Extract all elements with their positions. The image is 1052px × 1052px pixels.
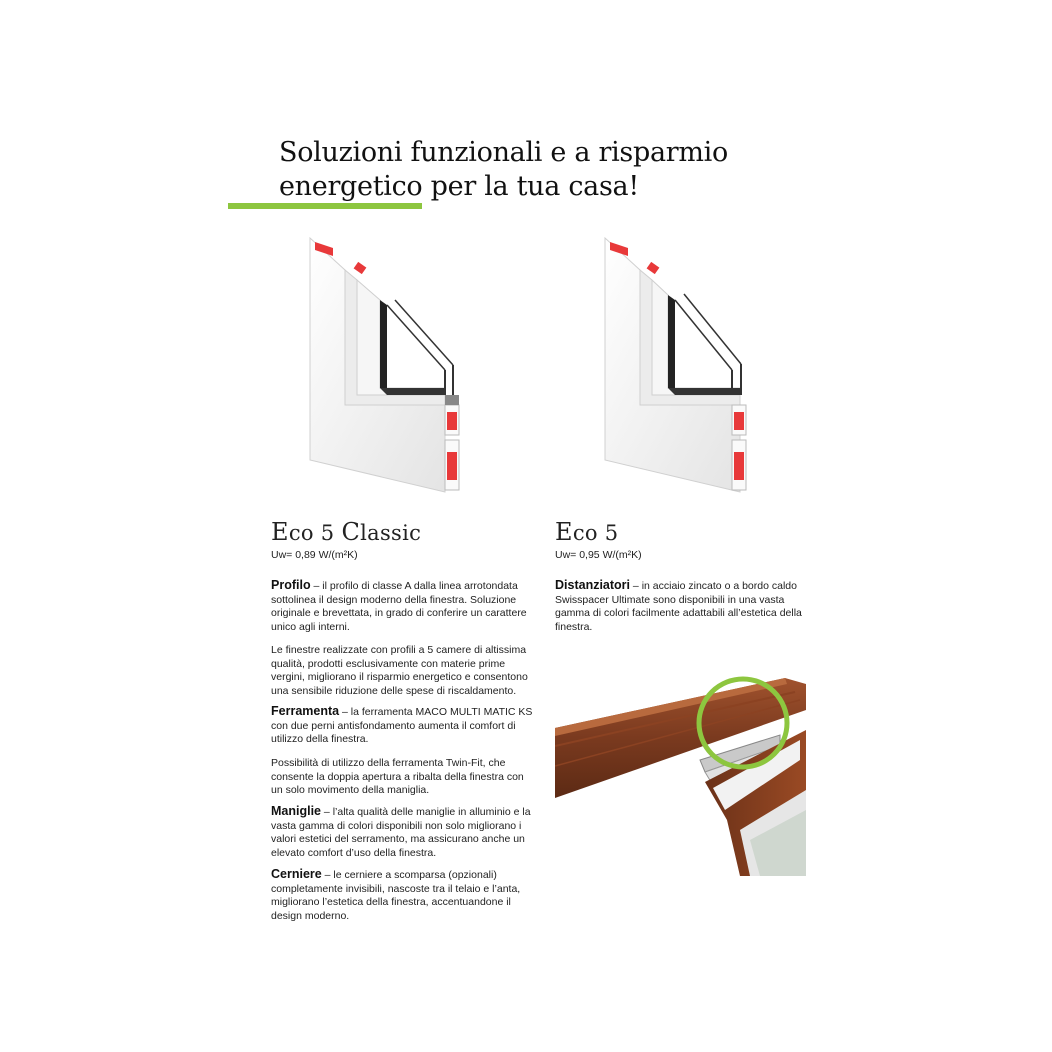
- eco5-profile-image: [600, 230, 775, 500]
- heading-text-2: lassic: [360, 521, 422, 545]
- cerniere-text: – le cerniere a scomparsa (opzionali) completamente invisibili, nascoste tra il telaio e l’anta, migliorano l’estetica della finestra, accentuandone il design moderno.: [271, 869, 521, 922]
- distanziatori-paragraph: [555, 579, 810, 634]
- heading-text: co 5: [572, 521, 619, 545]
- maniglie-lead: Maniglie: [271, 804, 322, 818]
- eco5-classic-heading: [271, 518, 421, 546]
- cerniere-paragraph: [271, 868, 533, 923]
- cerniere-lead: Cerniere: [271, 867, 322, 881]
- page-title: [279, 136, 799, 204]
- profilo-lead: Profilo: [271, 578, 311, 592]
- heading-initial: E: [271, 518, 289, 546]
- maniglie-text: – l’alta qualità delle maniglie in alluminio e la vasta gamma di colori disponibili non solo migliorano i valori estetici del serramento, ma assicurano anche un elevato comfort d’uso della finestra.: [271, 806, 531, 859]
- profilo-paragraph: [271, 579, 533, 634]
- profilo-text: – il profilo di classe A dalla linea arrotondata sottolinea il design moderno della finestra. Soluzione originale e brevettata, in grado di conferire un carattere unico agli interni.: [271, 580, 527, 633]
- eco5-classic-uw-value: Uw= 0,89 W/(m²K): [271, 549, 358, 561]
- heading-text: co 5: [288, 521, 342, 545]
- ferramenta-paragraph: [271, 705, 533, 747]
- heading-initial-2: C: [341, 518, 361, 546]
- twinfit-paragraph: [271, 757, 533, 798]
- heading-initial: E: [555, 518, 573, 546]
- ferramenta-lead: Ferramenta: [271, 704, 340, 718]
- eco5-classic-profile-image: [305, 230, 480, 500]
- camere-text: Le finestre realizzate con profili a 5 camere di altissima qualità, prodotti esclusivamente con materie prime vergini, migliorano il risparmio energetico e consentono una sensibile riduzione delle spese di riscaldamento.: [271, 644, 528, 697]
- page-title-line-1: Soluzioni funzionali e a risparmio: [279, 137, 728, 168]
- twinfit-text: Possibilità di utilizzo della ferramenta Twin-Fit, che consente la doppia apertura a ribalta della finestra con un solo movimento della maniglia.: [271, 757, 524, 797]
- ferramenta-text: – la ferramenta MACO MULTI MATIC KS con due perni antisfondamento aumenta il comfort di utilizzo della finestra.: [271, 706, 533, 746]
- eco5-heading: [555, 518, 618, 546]
- page-title-line-2: energetico per la tua casa!: [279, 171, 639, 202]
- distanziatori-lead: Distanziatori: [555, 578, 631, 592]
- distanziatori-text: – in acciaio zincato o a bordo caldo Swisspacer Ultimate sono disponibili in una vasta gamma di colori facilmente adattabili all’estetica della finestra.: [555, 580, 802, 633]
- title-accent-bar: [228, 203, 422, 209]
- camere-paragraph: [271, 644, 533, 698]
- wooden-window-hinge-photo: [555, 670, 806, 876]
- eco5-uw-value: Uw= 0,95 W/(m²K): [555, 549, 642, 561]
- maniglie-paragraph: [271, 805, 533, 860]
